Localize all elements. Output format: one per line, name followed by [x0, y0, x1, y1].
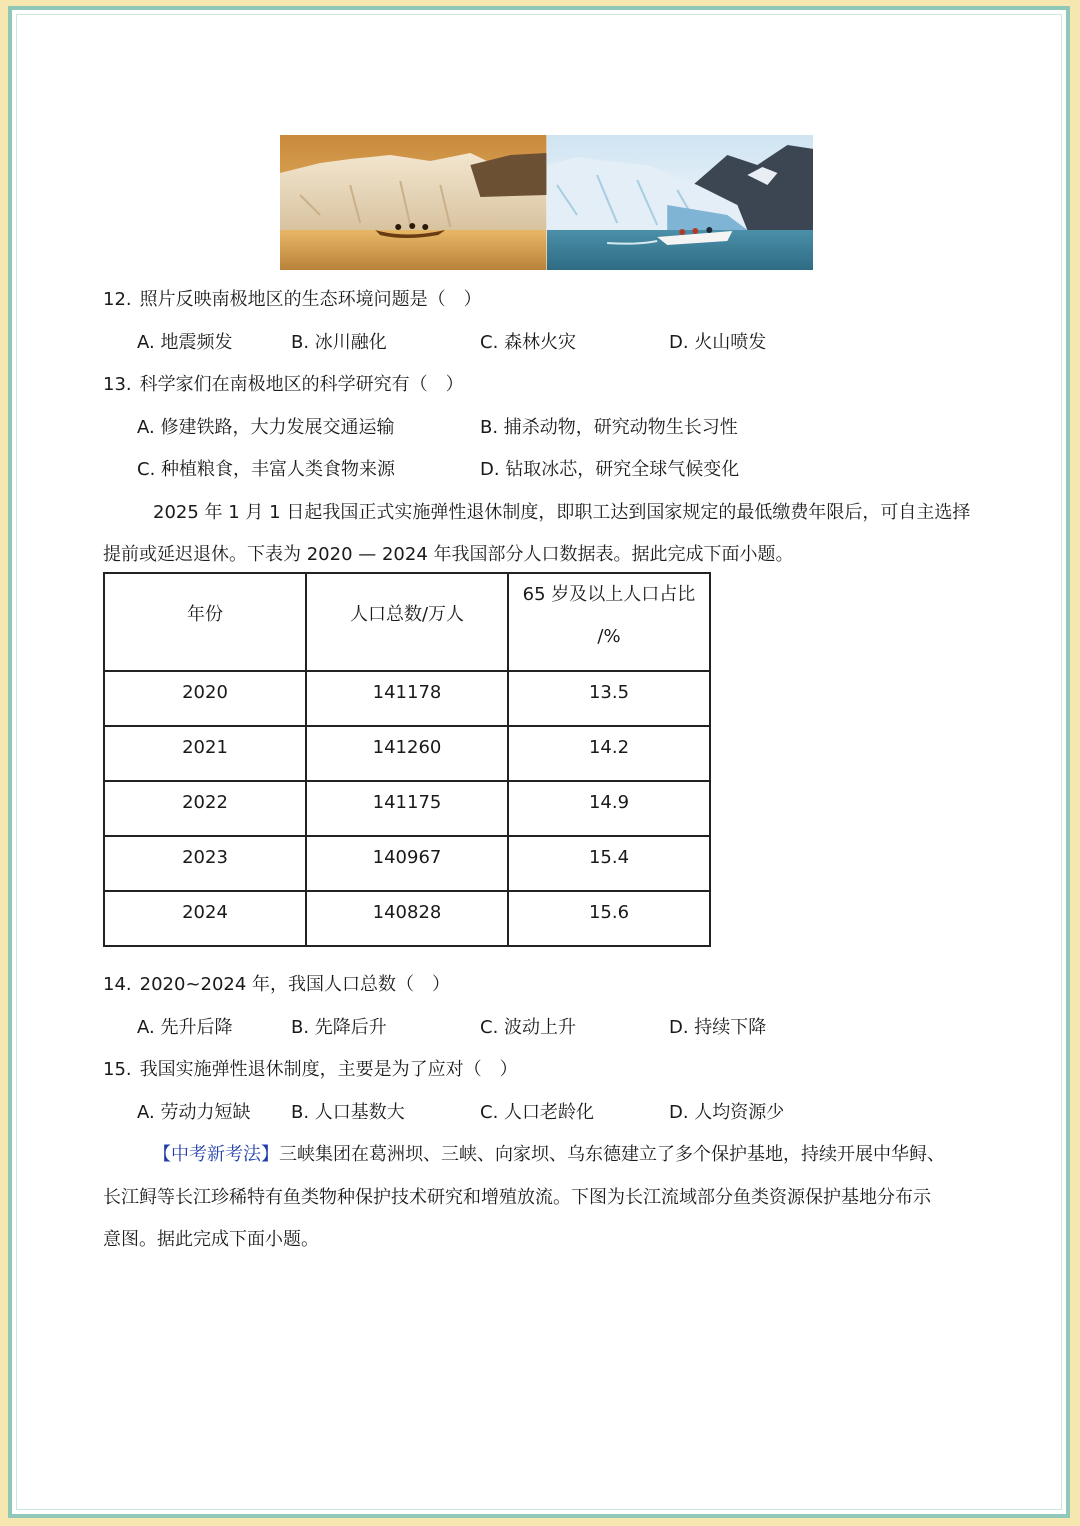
glacier-sunset-photo [280, 135, 547, 270]
question-text: 科学家们在南极地区的科学研究有（ ） [139, 374, 464, 395]
q13-option-d: D. 钻取冰芯，研究全球气候变化 [480, 459, 740, 480]
q13-option-a: A. 修建铁路，大力发展交通运输 [137, 417, 395, 438]
question-12 [103, 288, 482, 312]
passage-1-line-1: 2025 年 1 月 1 日起我国正式实施弹性退休制度，即职工达到国家规定的最低缴费年限后，可自主选择 [153, 502, 971, 523]
q13-option-b: B. 捕杀动物，研究动物生长习性 [480, 417, 738, 438]
cell-year: 2020 [104, 671, 306, 726]
cell-ratio: 14.9 [508, 781, 710, 836]
table-header-row [104, 573, 710, 671]
cell-population: 141178 [306, 671, 508, 726]
q12-option-a: A. 地震频发 [137, 332, 233, 353]
question-text: 我国实施弹性退休制度，主要是为了应对（ ） [139, 1059, 518, 1080]
cell-ratio: 13.5 [508, 671, 710, 726]
header-elderly-ratio: 65 岁及以上人口占比 /% [508, 573, 710, 671]
cell-ratio: 15.4 [508, 836, 710, 891]
table-row [104, 836, 710, 891]
q12-option-b: B. 冰川融化 [291, 332, 387, 353]
header-population: 人口总数/万人 [306, 573, 508, 671]
q14-option-a: A. 先升后降 [137, 1017, 233, 1038]
cell-ratio: 15.6 [508, 891, 710, 946]
q12-option-c: C. 森林火灾 [480, 332, 577, 353]
question-number: 14. [103, 974, 132, 995]
header-year: 年份 [104, 573, 306, 671]
new-exam-tag: 【中考新考法】 [153, 1144, 279, 1165]
page-frame [8, 6, 1070, 1518]
table-row [104, 726, 710, 781]
question-text: 照片反映南极地区的生态环境问题是（ ） [139, 289, 482, 310]
cell-ratio: 14.2 [508, 726, 710, 781]
cell-population: 141175 [306, 781, 508, 836]
q15-option-c: C. 人口老龄化 [480, 1102, 595, 1123]
q13-option-c: C. 种植粮食，丰富人类食物来源 [137, 459, 396, 480]
cell-year: 2023 [104, 836, 306, 891]
table-row [104, 781, 710, 836]
q15-option-b: B. 人口基数大 [291, 1102, 405, 1123]
page-sheet [16, 14, 1062, 1510]
question-number: 13. [103, 374, 132, 395]
table-row [104, 891, 710, 946]
cell-year: 2024 [104, 891, 306, 946]
passage-1-line-2: 提前或延迟退休。下表为 2020 — 2024 年我国部分人口数据表。据此完成下面小题。 [103, 544, 794, 565]
question-text: 2020~2024 年，我国人口总数（ ） [139, 974, 451, 995]
cell-year: 2021 [104, 726, 306, 781]
question-14 [103, 973, 450, 997]
cell-population: 141260 [306, 726, 508, 781]
glacier-boat-photo [547, 135, 814, 270]
q14-option-c: C. 波动上升 [480, 1017, 577, 1038]
question-number: 15. [103, 1059, 132, 1080]
q15-option-a: A. 劳动力短缺 [137, 1102, 251, 1123]
document-content [17, 15, 1061, 1509]
q14-option-b: B. 先降后升 [291, 1017, 387, 1038]
cell-population: 140967 [306, 836, 508, 891]
passage-2-line-3: 意图。据此完成下面小题。 [103, 1229, 319, 1250]
q14-option-d: D. 持续下降 [669, 1017, 767, 1038]
q12-option-d: D. 火山喷发 [669, 332, 767, 353]
glacier-photo-strip [280, 135, 813, 270]
passage-2-line-2: 长江鲟等长江珍稀特有鱼类物种保护技术研究和增殖放流。下图为长江流域部分鱼类资源保护基地分布示 [103, 1187, 931, 1208]
cell-population: 140828 [306, 891, 508, 946]
question-15 [103, 1058, 518, 1082]
passage-2-text: 三峡集团在葛洲坝、三峡、向家坝、乌东德建立了多个保护基地，持续开展中华鲟、 [279, 1144, 945, 1165]
question-13 [103, 373, 464, 397]
cell-year: 2022 [104, 781, 306, 836]
table-row [104, 671, 710, 726]
question-number: 12. [103, 289, 132, 310]
population-table [103, 572, 711, 947]
passage-2-line-1 [153, 1143, 945, 1167]
q15-option-d: D. 人均资源少 [669, 1102, 785, 1123]
